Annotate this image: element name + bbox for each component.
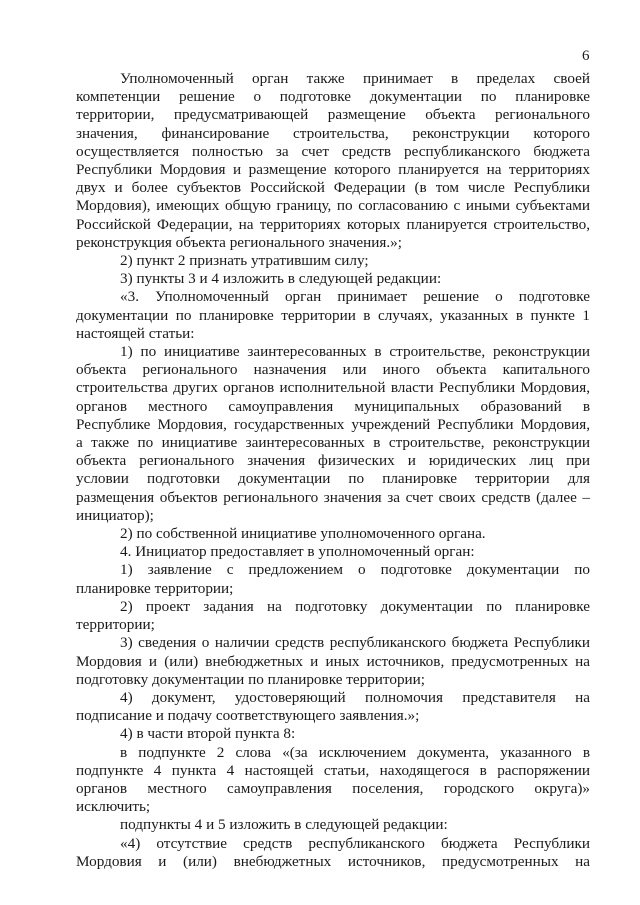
text-line: осуществляется полностью за счет средств республиканского бюджета bbox=[76, 142, 590, 160]
text-line: 1) по инициативе заинтересованных в строительстве, реконструкции bbox=[120, 343, 590, 361]
text-line: исключить; bbox=[76, 798, 151, 816]
text-line: условии подготовки документации по планировке территории для bbox=[76, 470, 590, 488]
text-line: компетенции решение о подготовке документации по планировке bbox=[76, 88, 590, 106]
text-line: 4) в части второй пункта 8: bbox=[120, 725, 296, 743]
text-line: настоящей статьи: bbox=[76, 324, 195, 342]
text-line: размещения объектов регионального значения за счет своих средств (далее – bbox=[76, 488, 590, 506]
text-line: территории, предусматривающей размещение объекта регионального bbox=[76, 106, 590, 124]
text-line: а также по инициативе заинтересованных в строительстве, реконструкции bbox=[76, 434, 590, 452]
text-line: Республике Мордовия, государственных учреждений Республики Мордовия, bbox=[76, 415, 590, 433]
text-line: Мордовия и (или) внебюджетных и иных источников, предусмотренных на bbox=[76, 652, 590, 670]
text-line: двух и более субъектов Российской Федерации (в том числе Республики bbox=[76, 179, 590, 197]
text-line: территории; bbox=[76, 616, 155, 634]
text-line: значения, финансирование строительства, реконструкции которого bbox=[76, 124, 590, 142]
text-line: объекта регионального значения физических и юридических лиц при bbox=[76, 452, 590, 470]
text-line: Российской Федерации, на территориях которых планируется строительство, bbox=[76, 215, 590, 233]
text-line: подпункте 4 пункта 4 настоящей статьи, находящегося в распоряжении bbox=[76, 761, 590, 779]
text-line: 3) пункты 3 и 4 изложить в следующей редакции: bbox=[120, 270, 442, 288]
text-line: 2) пункт 2 признать утратившим силу; bbox=[120, 252, 369, 270]
text-line: 4. Инициатор предоставляет в уполномоченный орган: bbox=[120, 543, 475, 561]
text-line: органов местного самоуправления поселения, городского округа)» bbox=[76, 779, 590, 797]
text-line: «3. Уполномоченный орган принимает решение о подготовке bbox=[120, 288, 590, 306]
text-line: инициатор); bbox=[76, 506, 154, 524]
text-line: планировке территории; bbox=[76, 579, 234, 597]
text-line: Мордовия), имеющих общую границу, по согласованию с иными субъектами bbox=[76, 197, 590, 215]
text-line: Республики Мордовия и размещение которого планируется на территориях bbox=[76, 161, 590, 179]
text-line: подготовку документации по планировке территории; bbox=[76, 670, 426, 688]
page-number: 6 bbox=[582, 48, 590, 64]
text-line: документации по планировке территории в случаях, указанных в пункте 1 bbox=[76, 306, 590, 324]
document-body bbox=[76, 70, 590, 871]
text-line: подпункты 4 и 5 изложить в следующей редакции: bbox=[120, 816, 448, 834]
text-line: органов местного самоуправления муниципальных образований в bbox=[76, 397, 590, 415]
text-line: подписание и подачу соответствующего заявления.»; bbox=[76, 707, 420, 725]
text-line: объекта регионального назначения или иного объекта капитального bbox=[76, 361, 590, 379]
text-line: Мордовия и (или) внебюджетных источников, предусмотренных на bbox=[76, 852, 590, 870]
text-line: 2) по собственной инициативе уполномоченного органа. bbox=[120, 525, 486, 543]
text-line: «4) отсутствие средств республиканского бюджета Республики bbox=[120, 834, 590, 852]
text-line: 4) документ, удостоверяющий полномочия представителя на bbox=[120, 688, 590, 706]
text-line: 3) сведения о наличии средств республиканского бюджета Республики bbox=[120, 634, 590, 652]
text-line: в подпункте 2 слова «(за исключением документа, указанного в bbox=[120, 743, 590, 761]
text-line: 2) проект задания на подготовку документации по планировке bbox=[120, 597, 590, 615]
text-line: строительства других органов исполнительной власти Республики Мордовия, bbox=[76, 379, 590, 397]
text-line: 1) заявление с предложением о подготовке документации по bbox=[120, 561, 590, 579]
text-line: Уполномоченный орган также принимает в пределах своей bbox=[120, 70, 590, 87]
text-line: реконструкция объекта регионального значения.»; bbox=[76, 233, 402, 251]
